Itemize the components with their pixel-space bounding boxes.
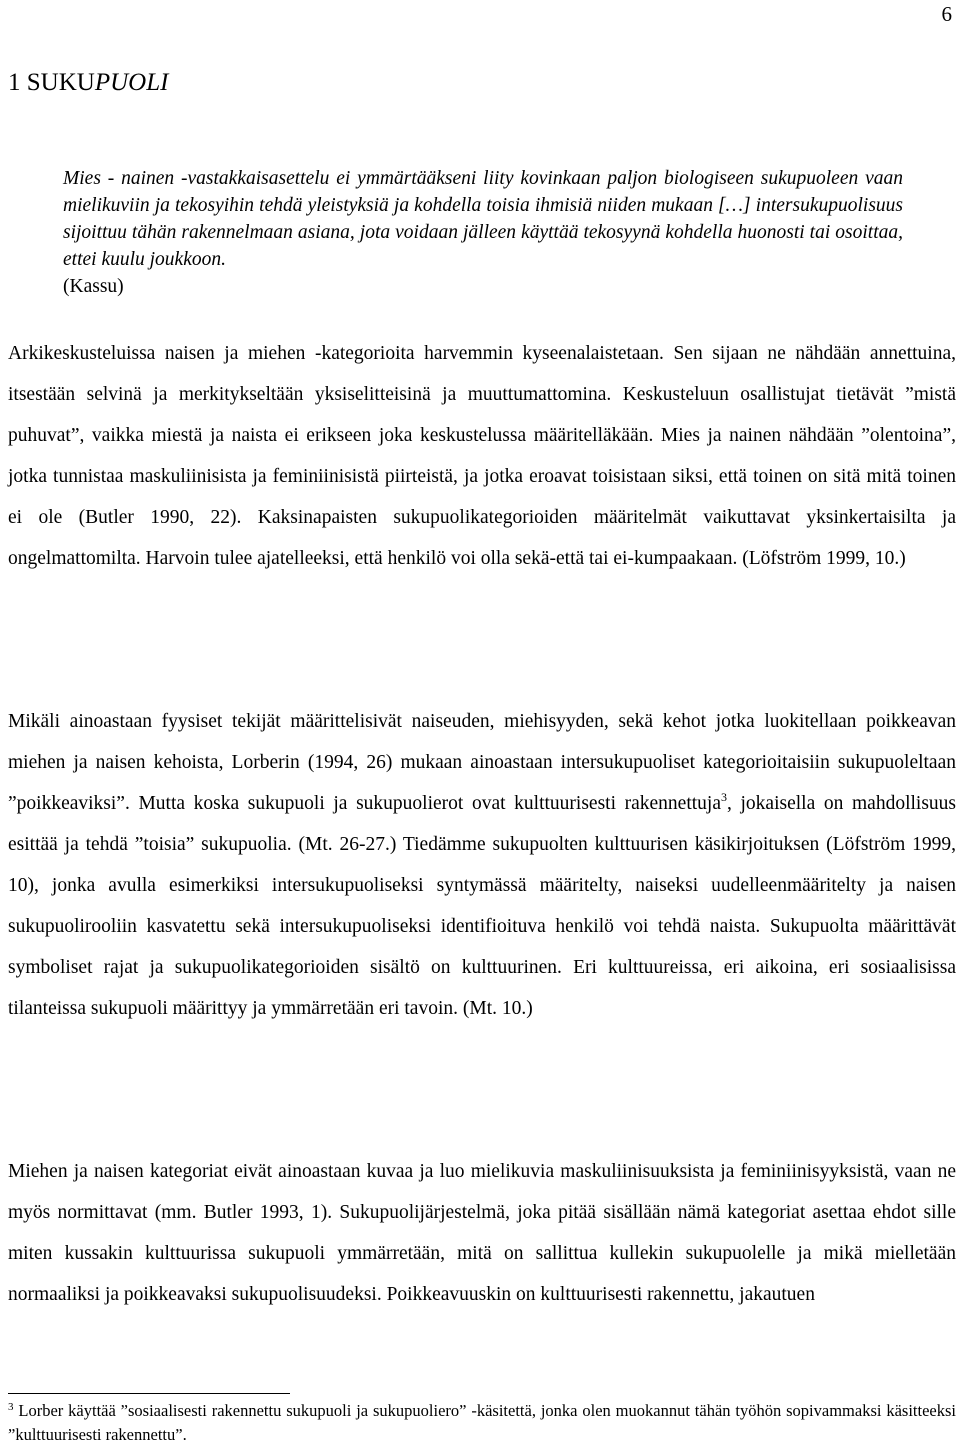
footnote-reference[interactable]: 3 [721,790,727,804]
chapter-title-plain: SUKU [26,69,95,96]
chapter-heading [8,68,168,98]
footnote [8,1399,956,1447]
body-paragraph-3: Miehen ja naisen kategoriat eivät ainoastaan kuvaa ja luo mielikuvia maskuliinisuuksista ja feminiinisyyksistä, vaan ne myös normittavat (mm. Butler 1993, 1). Sukupuolijärjestelmä, joka pitää sisällään nämä kategoriat asettaa ehdot sille miten kussakin kulttuurissa sukupuoli ymmärretään, mitä on sallittua kullekin sukupuolelle ja mikä mielletään normaaliksi ja poikkeavaksi sukupuolisuudeksi. Poikkeavuuskin on kulttuurisesti rakennettu, jakautuen [8,1161,956,1305]
chapter-number: 1 [8,69,21,96]
footnote-marker: 3 [8,1401,14,1413]
footnote-divider [8,1393,290,1394]
quote-text: Mies - nainen -vastakkaisasettelu ei ymmärtääkseni liity kovinkaan paljon biologiseen sukupuoleen vaan mielikuviin ja tekosyihin tehdä yleistyksiä ja kohdella toisia ihmisiä niiden mukaan […] intersukupuolisuus sijoittuu tähän rakennelmaan asiana, jota voidaan jälleen käyttää tekosyynä kohdella huonosti tai osoittaa, ettei kuulu joukkoon. [63,168,903,270]
page-number: 6 [941,2,952,26]
body-paragraph-2 [8,701,956,1029]
chapter-title-italic: PUOLI [94,69,169,96]
block-quote [63,165,903,300]
body-paragraph-1: Arkikeskusteluissa naisen ja miehen -kategorioita harvemmin kyseenalaistetaan. Sen sijaan ne nähdään annettuina, itsestään selvinä ja merkitykseltään yksiselitteisinä ja muuttumattomina. Keskusteluun osallistujat tietävät ”mistä puhuvat”, vaikka miestä ja naista ei erikseen joka keskustelussa määritelläkään. Mies ja nainen nähdään ”olentoina”, jotka tunnistaa maskuliinisista ja feminiinisistä piirteistä, ja jotka eroavat toisistaan siksi, että toinen on sitä mitä toinen ei ole (Butler 1990, 22). Kaksinapaisten sukupuolikategorioiden määritelmät vaikuttavat yksinkertaisilta ja ongelmattomilta. Harvoin tulee ajatelleeksi, että henkilö voi olla sekä-että tai ei-kumpaakaan. (Löfström 1999, 10.) [8,343,956,569]
paragraph-2-text-before: Mikäli ainoastaan fyysiset tekijät määrittelisivät naiseuden, miehisyyden, sekä kehot jotka luokitellaan poikkeavan miehen ja naisen kehoista, Lorberin (1994, 26) mukaan ainoastaan intersukupuoliset kategorioitaisiin sukupuoleltaan ”poikkeaviksi”. Mutta koska sukupuoli ja sukupuolierot ovat kulttuurisesti rakennettuja [8,711,956,814]
quote-citation: (Kassu) [63,276,124,297]
paragraph-2-text-after: , jokaisella on mahdollisuus esittää ja tehdä ”toisia” sukupuolia. (Mt. 26-27.) Tiedämme sukupuolten kulttuurisen käsikirjoituksen (Löfström 1999, 10), jonka avulla esimerkiksi intersukupuoliseksi syntymässä määritelty, naiseksi uudelleenmääritelty ja naisen sukupuolirooliin kasvatettu sekä intersukupuoliseksi identifioituva henkilö voi tehdä naista. Sukupuolta määrittävät symboliset rajat ja sukupuolikategorioiden sisältö on kulttuurinen. Eri kulttuureissa, eri aikoina, eri sosiaalisissa tilanteissa sukupuoli määrittyy ja ymmärretään eri tavoin. (Mt. 10.) [8,793,957,1019]
footnote-text: Lorber käyttää ”sosiaalisesti rakennettu sukupuoli ja sukupuoliero” -käsitettä, jonka olen muokannut tähän työhön sopivammaksi käsitteeksi ”kulttuurisesti rakennettu”. [8,1401,956,1444]
